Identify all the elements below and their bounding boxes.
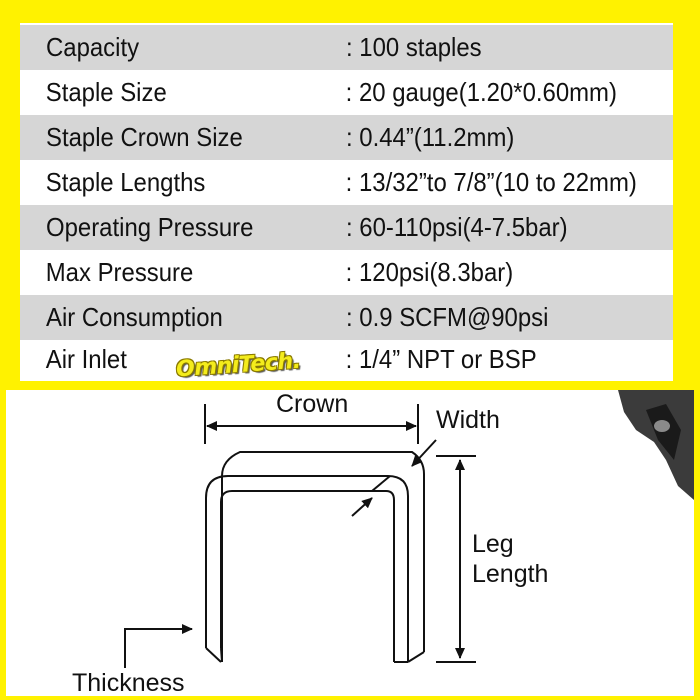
leg-length-label-line2: Length	[472, 560, 549, 588]
spec-row-staple-lengths	[20, 160, 637, 205]
spec-label: Staple Lengths	[45, 167, 206, 197]
spec-table	[20, 23, 673, 381]
spec-label: Air Inlet	[45, 344, 127, 374]
spec-label: Capacity	[46, 32, 140, 62]
spec-row-staple-size	[20, 70, 621, 115]
spec-value: : 13/32”to 7/8”(10 to 22mm)	[345, 167, 637, 197]
crown-label: Crown	[276, 390, 349, 418]
spec-value: : 1/4” NPT or BSP	[345, 344, 537, 374]
spec-label: Staple Crown Size	[46, 122, 243, 152]
spec-row-max-pressure	[20, 250, 621, 295]
spec-row-crown-size	[20, 115, 673, 160]
spec-value: : 0.9 SCFM@90psi	[346, 302, 549, 332]
spec-label: Staple Size	[45, 77, 167, 107]
staple-dimension-diagram	[6, 390, 694, 696]
tool-photo-edge	[618, 390, 694, 500]
spec-row-air-consumption	[20, 295, 673, 340]
spec-row-air-inlet	[20, 337, 621, 382]
spec-row-capacity	[20, 25, 673, 70]
width-label: Width	[436, 406, 500, 434]
spec-row-operating-pressure	[20, 205, 673, 250]
spec-label: Operating Pressure	[46, 212, 254, 242]
omnitech-logo: OmniTech.	[175, 348, 302, 383]
staple-diagram-svg	[6, 390, 694, 696]
spec-value: : 100 staples	[346, 32, 482, 62]
spec-value: : 20 gauge(1.20*0.60mm)	[345, 77, 617, 107]
thickness-label: Thickness	[72, 669, 185, 696]
spec-value: : 120psi(8.3bar)	[345, 257, 514, 287]
leg-length-label-line1: Leg	[472, 530, 514, 558]
spec-label: Max Pressure	[45, 257, 194, 287]
spec-value: : 0.44”(11.2mm)	[346, 122, 515, 152]
spec-label: Air Consumption	[46, 302, 223, 332]
spec-value: : 60-110psi(4-7.5bar)	[346, 212, 568, 242]
